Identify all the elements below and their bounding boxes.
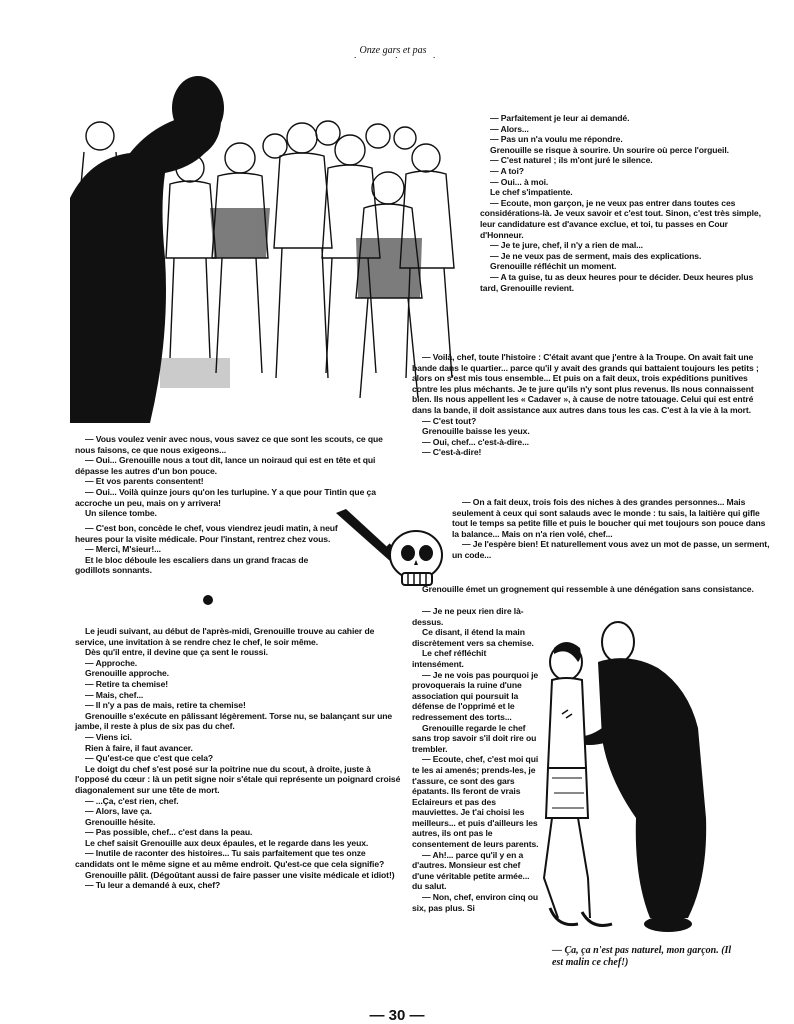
paragraph: — A toi? (490, 165, 524, 176)
paragraph: — Je l'espère bien! Et naturellement vous avez un mot de passe, un serment, un code... (452, 539, 770, 560)
column-left-bottom (75, 626, 403, 891)
paragraph: Grenouille s'exécute en pâlissant légèrement. Torse nu, se balançant sur une jambe, il reste à plus de six pas du chef. (75, 710, 393, 732)
paragraph: Le chef s'impatiente. (490, 187, 573, 198)
paragraph: — Approche. (85, 657, 138, 668)
paragraph: — Merci, M'sieur!... (85, 544, 161, 555)
paragraph: Le chef saisit Grenouille aux deux épaules, et le regarde dans les yeux. (85, 837, 369, 848)
paragraph: Dès qu'il entre, il devine que ça sent le roussi. (85, 647, 268, 658)
paragraph: — Ecoute, mon garçon, je ne veux pas entrer dans toutes ces considérations-là. Je veux savoir et c'est tout. Sinon, c'est très simple, leur candidature est d'avance exclue, et toi, tu passes en Cour d'Honneur. (480, 197, 761, 240)
paragraph: — Je te jure, chef, il n'y a rien de mal... (490, 240, 643, 251)
boys-group-illustration (70, 58, 470, 423)
paragraph: — Oui... Grenouille nous a tout dit, lance un noiraud qui est en tête et qui dépasse les autres d'un bon pouce. (75, 455, 376, 476)
paragraph: — Je ne veux pas de serment, mais des explications. (490, 250, 702, 261)
paragraph: Ce disant, il étend la main discrètement vers sa chemise. (412, 627, 534, 648)
chief-and-boy-illustration (538, 618, 736, 940)
column-right-lower-wide (412, 584, 772, 595)
paragraph: — Inutile de raconter des histoires... Tu sais parfaitement que tes onze candidats ont le même signe et au même endroit. Qu'est-ce que cela signifie? (75, 848, 385, 870)
paragraph: Grenouille approche. (85, 668, 169, 679)
paragraph: — Ecoute, chef, c'est moi qui te les ai amenés; prends-les, je t'assure, ce sont des gars épatants. Ils feront de vrais Eclaireurs et pas des mauviettes. Je t'ai choisi les meilleurs... et puis d'ailleurs les autres, ils ont pas le consentement de leurs parents. (412, 754, 539, 850)
paragraph: — Il n'y a pas de mais, retire ta chemise! (85, 700, 246, 711)
paragraph: — ...Ça, c'est rien, chef. (85, 795, 179, 806)
paragraph: Et le bloc déboule les escaliers dans un grand fracas de godillots sonnants. (75, 554, 309, 576)
paragraph: — Parfaitement je leur ai demandé. (490, 113, 630, 123)
paragraph: — Non, chef, environ cinq ou six, pas plus. Si (412, 892, 539, 913)
paragraph: — C'est naturel ; ils m'ont juré le silence. (490, 155, 653, 166)
paragraph: Le doigt du chef s'est posé sur la poitrine nue du scout, à droite, juste à l'opposé du cœur : là un petit signe noir s'étale qui représente un poignard croisé diagonalement sur une tête de mort. (75, 763, 401, 795)
paragraph: — Je ne vois pas pourquoi je provoquerais la ruine d'une association qui poursuit la défense de l'opprimé et le redressement des torts... (412, 669, 539, 722)
paragraph: — Oui... à moi. (490, 176, 549, 187)
paragraph: — Vous voulez venir avec nous, vous savez ce que sont les scouts, ce que nous faisons, ce que nous exigeons... (75, 434, 383, 455)
paragraph: — Viens ici. (85, 731, 132, 742)
paragraph: — Et vos parents consentent! (85, 476, 204, 487)
paragraph: Grenouille pâlit. (Dégoûtant aussi de faire passer une visite médicale et idiot!) (85, 869, 395, 880)
column-right-narrow (412, 606, 540, 913)
paragraph: — Alors, lave ça. (85, 806, 152, 817)
paragraph: — Alors... (490, 123, 529, 134)
section-separator-dot (203, 595, 213, 605)
paragraph: — A ta guise, tu as deux heures pour te décider. Deux heures plus tard, Grenouille revient. (480, 271, 754, 293)
paragraph: — Retire ta chemise! (85, 678, 169, 689)
column-left-middle (75, 523, 343, 576)
paragraph: Le jeudi suivant, au début de l'après-midi, Grenouille trouve au cahier de service, une invitation à se rendre chez le chef, le soir même. (75, 626, 375, 647)
paragraph: — C'est bon, concède le chef, vous viendrez jeudi matin, à neuf heures pour la visite médicale. Pour l'instant, rentrez chez vous. (75, 523, 338, 544)
paragraph: Le chef réfléchit intensément. (412, 648, 487, 669)
paragraph: Grenouille réfléchit un moment. (490, 261, 617, 272)
paragraph: — Tu leur a demandé à eux, chef? (85, 880, 221, 891)
paragraph: Grenouille regarde le chef sans trop savoir s'il doit rire ou trembler. (412, 722, 537, 754)
column-right-top (480, 113, 772, 293)
column-right-lower (452, 497, 772, 561)
paragraph: — Pas un n'a voulu me répondre. (490, 134, 623, 145)
paragraph: — Je ne peux rien dire là-dessus. (412, 606, 524, 627)
paragraph: — Ah!... parce qu'il y en a d'autres. Monsieur est chef d'une véritable petite armée... du salut. (412, 849, 530, 892)
page-number: — 30 — (369, 1007, 425, 1024)
paragraph: — Oui... Voilà quinze jours qu'on les turlupine. Y a que pour Tintin que ça accroche un peu, mais on y arrivera! (75, 486, 376, 508)
paragraph: Rien à faire, il faut avancer. (85, 742, 193, 753)
paragraph: Grenouille baisse les yeux. (422, 426, 530, 437)
paragraph: Grenouille se risque à sourire. Un sourire où perce l'orgueil. (490, 144, 729, 155)
column-left-top (75, 434, 401, 519)
caption-top-line: Onze gars et pas (359, 45, 427, 56)
paragraph: — Voilà, chef, toute l'histoire : C'était avant que j'entre à la Troupe. On avait fait une bande dans le quartier... parce qu'il y avait des grands qui battaient toujours les petits ; alors on s'est mis tous ensemble... Et puis on a fait deux, trois expéditions punitives contre les plus méchants. Je te jure qu'ils n'y sont plus revenus. Ils nous connaissent bien. Ils nous appellent les « Cadaver », à cause de notre tatouage. Celui qui est entré dans la bande, il doit assistance aux autres dans tous les cas. C'est à la vie à la mort. (412, 352, 759, 415)
paragraph: — Qu'est-ce que c'est que cela? (85, 753, 214, 764)
paragraph: Grenouille émet un grognement qui ressemble à une dénégation sans consistance. (422, 584, 754, 594)
paragraph: — C'est tout? (422, 415, 477, 426)
paragraph: Un silence tombe. (85, 508, 157, 519)
paragraph: — Oui, chef... c'est-à-dire... (422, 436, 529, 447)
paragraph: — Pas possible, chef... c'est dans la peau. (85, 827, 253, 838)
paragraph: — C'est-à-dire! (422, 447, 482, 458)
paragraph: Grenouille hésite. (85, 816, 156, 827)
column-right-middle (412, 352, 772, 458)
paragraph: — Mais, chef... (85, 689, 144, 700)
paragraph: — On a fait deux, trois fois des niches à des grandes personnes... Mais seulement à ceux qui sont salauds avec le monde : tu sais, la laitière qui gifle tout le temps sa petite fille et puis le boucher qui met toujours son pouce dans la balance... Mais on n'a rien volé, chef... (452, 497, 766, 539)
caption-bottom: — Ça, ça n'est pas naturel, mon garçon. (Il est malin ce chef!) (552, 945, 732, 968)
